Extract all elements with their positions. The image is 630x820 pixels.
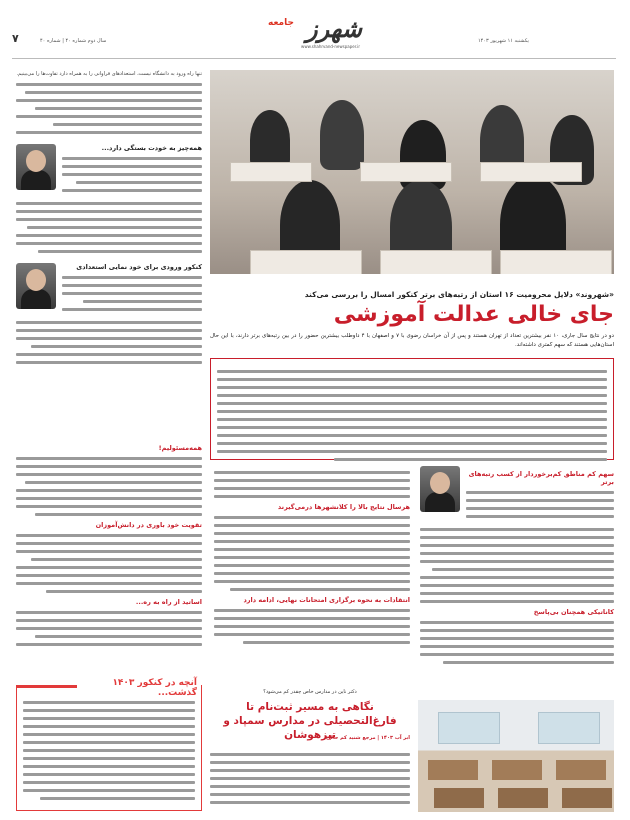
page-number: ۷ <box>12 32 19 45</box>
section-heading: تقویت خود باوری در دانش‌آموزان <box>95 521 202 529</box>
page-header <box>0 0 630 70</box>
section-heading: انتقادات به نحوه برگزاری امتحانات نهایی، ادامه دارد <box>243 596 410 604</box>
text-block <box>16 83 202 134</box>
article-column-middle <box>214 466 410 649</box>
article-column-right <box>420 466 614 669</box>
logo-url: www.shahrvand-newspaper.ir <box>301 44 360 49</box>
left-column <box>16 440 202 651</box>
empty-classroom-photo <box>418 700 614 812</box>
bottom-article-kicker: دکتر ناین در مدارس خاص چقدر کم می‌شود؟ <box>263 689 357 695</box>
logo-small-text: جامعه <box>268 18 294 28</box>
newspaper-logo <box>262 10 372 56</box>
section-heading: کاناتیکی همچنان بی‌پاسخ <box>533 608 614 616</box>
article-title: جای خالی عدالت آموزشی <box>333 302 614 327</box>
issue-date: یکشنبه ۱۱ شهریور ۱۴۰۳ <box>478 38 529 44</box>
text-block <box>16 202 202 253</box>
author-portrait <box>16 263 56 309</box>
section-heading: همه‌چیز به خودت بستگی دارد... <box>101 144 202 152</box>
issue-number: سال دوم شماره ۴۰ | شماره ۴۰ <box>40 38 107 44</box>
section-heading: سهم کم مناطق کم‌برخوردار از کسب رتبه‌های برتر <box>468 470 614 486</box>
article-subtitle: «شهروند» دلایل محرومیت ۱۶ استان از رتبه‌های برتر کنکور امسال را بررسی می‌کند <box>304 290 614 299</box>
exam-hall-photo <box>210 70 614 274</box>
bottom-article-title: نگاهی به مسیر ثبت‌نام تا فارغ‌التحصیلی در مدارس سمپاد و تیزهوشان <box>223 701 397 741</box>
section-heading: هرسال نتایج بالا را کلانشهرها درمی‌گیرند <box>277 503 410 511</box>
article-lead: دو در نتایج سال جاری، ۱۰ نفر بیشترین تعداد از تهران هستند و پس از آن خراسان رضوی با ۷ و اصفهان با ۴ داوطلب بیشترین حضور را در بین رتبه‌های برتر دارند، با این حال استان‌هایی هستند که سهم کمتری داشته‌اند. <box>210 333 615 348</box>
top-left-column <box>16 70 202 369</box>
section-heading: کنکور ورودی برای خود نمایی استعدادی <box>76 263 202 271</box>
header-rule <box>12 58 616 59</box>
bottom-article-body <box>210 748 410 809</box>
konkur-recap-box <box>16 678 202 811</box>
top-left-lead: تنها راه ورود به دانشگاه نیست، استعدادهای فراوانی را به همراه دارد تفاوت‌ها را می‌بینیم. <box>16 71 202 77</box>
bottom-article-credit: ابر آب ۱۴۰۳ | مرجع شنید کم حالی <box>325 735 410 741</box>
author-portrait <box>16 144 56 190</box>
section-heading: اساتید از راه به ره... <box>135 598 202 606</box>
recap-box-title: آنچه در کنکور ۱۴۰۳ گذشت... <box>77 678 201 698</box>
section-heading: همه‌مسئولیم! <box>158 444 202 452</box>
text-block <box>16 321 202 364</box>
logo-main-text: شهرز <box>305 14 362 43</box>
highlight-box <box>210 358 614 460</box>
expert-portrait <box>420 466 460 512</box>
